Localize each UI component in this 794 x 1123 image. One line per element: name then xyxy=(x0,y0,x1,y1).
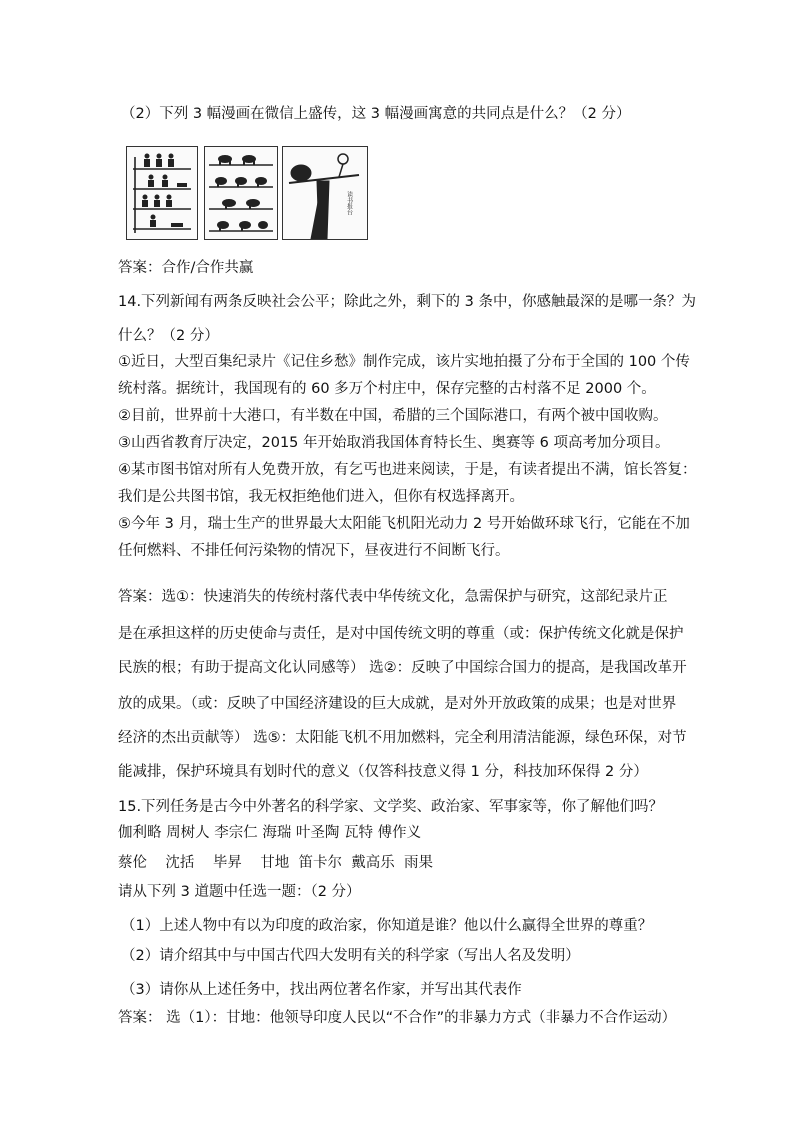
question-15-title: 15.下列任务是古今中外著名的科学家、文学奖、政治家、军事家等，你了解他们吗？ xyxy=(118,799,664,815)
news-item-line: 任何燃料、不排任何污染物的情况下，昼夜进行不间断飞行。 xyxy=(118,543,510,559)
cartoon-balance xyxy=(282,146,368,240)
names-row-1: 伽利略 周树人 李宗仁 海瑞 叶圣陶 瓦特 傅作义 xyxy=(118,825,422,841)
question-2: （2）下列 3 幅漫画在微信上盛传，这 3 幅漫画寓意的共同点是什么？（2 分） xyxy=(121,106,631,122)
news-item-line: 统村落。据统计，我国现有的 60 多万个村庄中，保存完整的古村落不足 2000 个。 xyxy=(118,381,656,397)
question-15-prompt: 请从下列 3 道题中任选一题：（2 分） xyxy=(118,884,361,900)
cartoon-caption: 读书报台 xyxy=(345,191,353,215)
news-item-line: ⑤今年 3 月，瑞士生产的世界最大太阳能飞机阳光动力 2 号开始做环球飞行，它能在不加 xyxy=(118,516,690,532)
news-item-line: 我们是公共图书馆，我无权拒绝他们进入，但你有权选择离开。 xyxy=(118,489,524,505)
news-item-line: ③山西省教育厅决定，2015 年开始取消我国体育特长生、奥赛等 6 项高考加分项目。 xyxy=(118,435,670,451)
answer-q14-line: 经济的杰出贡献等） 选⑤：太阳能飞机不用加燃料，完全利用清洁能源，绿色环保，对节 xyxy=(118,730,687,746)
answer-q15: 答案： 选（1）：甘地：他领导印度人民以“不合作”的非暴力方式（非暴力不合作运动） xyxy=(118,1010,677,1026)
cartoon-benches xyxy=(126,146,198,240)
cartoon-animals xyxy=(204,146,278,240)
cartoon-strip xyxy=(126,146,366,240)
answer-q14-line: 民族的根；有助于提高文化认同感等） 选②：反映了中国综合国力的提高，是我国改革开 xyxy=(118,660,687,676)
question-15-option-2: （2）请介绍其中与中国古代四大发明有关的科学家（写出人名及发明） xyxy=(121,948,580,964)
news-item-line: ①近日，大型百集纪录片《记住乡愁》制作完成，该片实地拍摄了分布于全国的 100 个传 xyxy=(118,354,690,370)
answer-q14-line: 答案：选①：快速消失的传统村落代表中华传统文化，急需保护与研究，这部纪录片正 xyxy=(118,589,668,605)
question-14-line-1: 14.下列新闻有两条反映社会公平；除此之外，剩下的 3 条中，你感触最深的是哪一条？为 xyxy=(118,294,696,310)
question-15-option-3: （3）请你从上述任务中，找出两位著名作家，并写出其代表作 xyxy=(121,982,522,998)
question-14-line-2: 什么？（2 分） xyxy=(118,328,219,344)
question-15-option-1: （1）上述人物中有以为印度的政治家，你知道是谁？他以什么赢得全世界的尊重？ xyxy=(121,918,653,934)
news-item-line: ②目前，世界前十大港口，有半数在中国，希腊的三个国际港口，有两个被中国收购。 xyxy=(118,408,668,424)
answer-q14-line: 放的成果。（或：反映了中国经济建设的巨大成就，是对外开放政策的成果；也是对世界 xyxy=(118,696,677,712)
answer-q14-line: 能减排，保护环境具有划时代的意义（仅答科技意义得 1 分，科技加环保得 2 分） xyxy=(118,764,648,780)
answer-q14-line: 是在承担这样的历史使命与责任，是对中国传统文明的尊重（或：保护传统文化就是保护 xyxy=(118,626,684,642)
names-row-2: 蔡伦 沈括 毕昇 甘地 笛卡尔 戴高乐 雨果 xyxy=(118,855,433,871)
answer-q2: 答案：合作/合作共赢 xyxy=(118,260,254,276)
news-item-line: ④某市图书馆对所有人免费开放，有乞丐也进来阅读，于是，有读者提出不满，馆长答复： xyxy=(118,462,697,478)
